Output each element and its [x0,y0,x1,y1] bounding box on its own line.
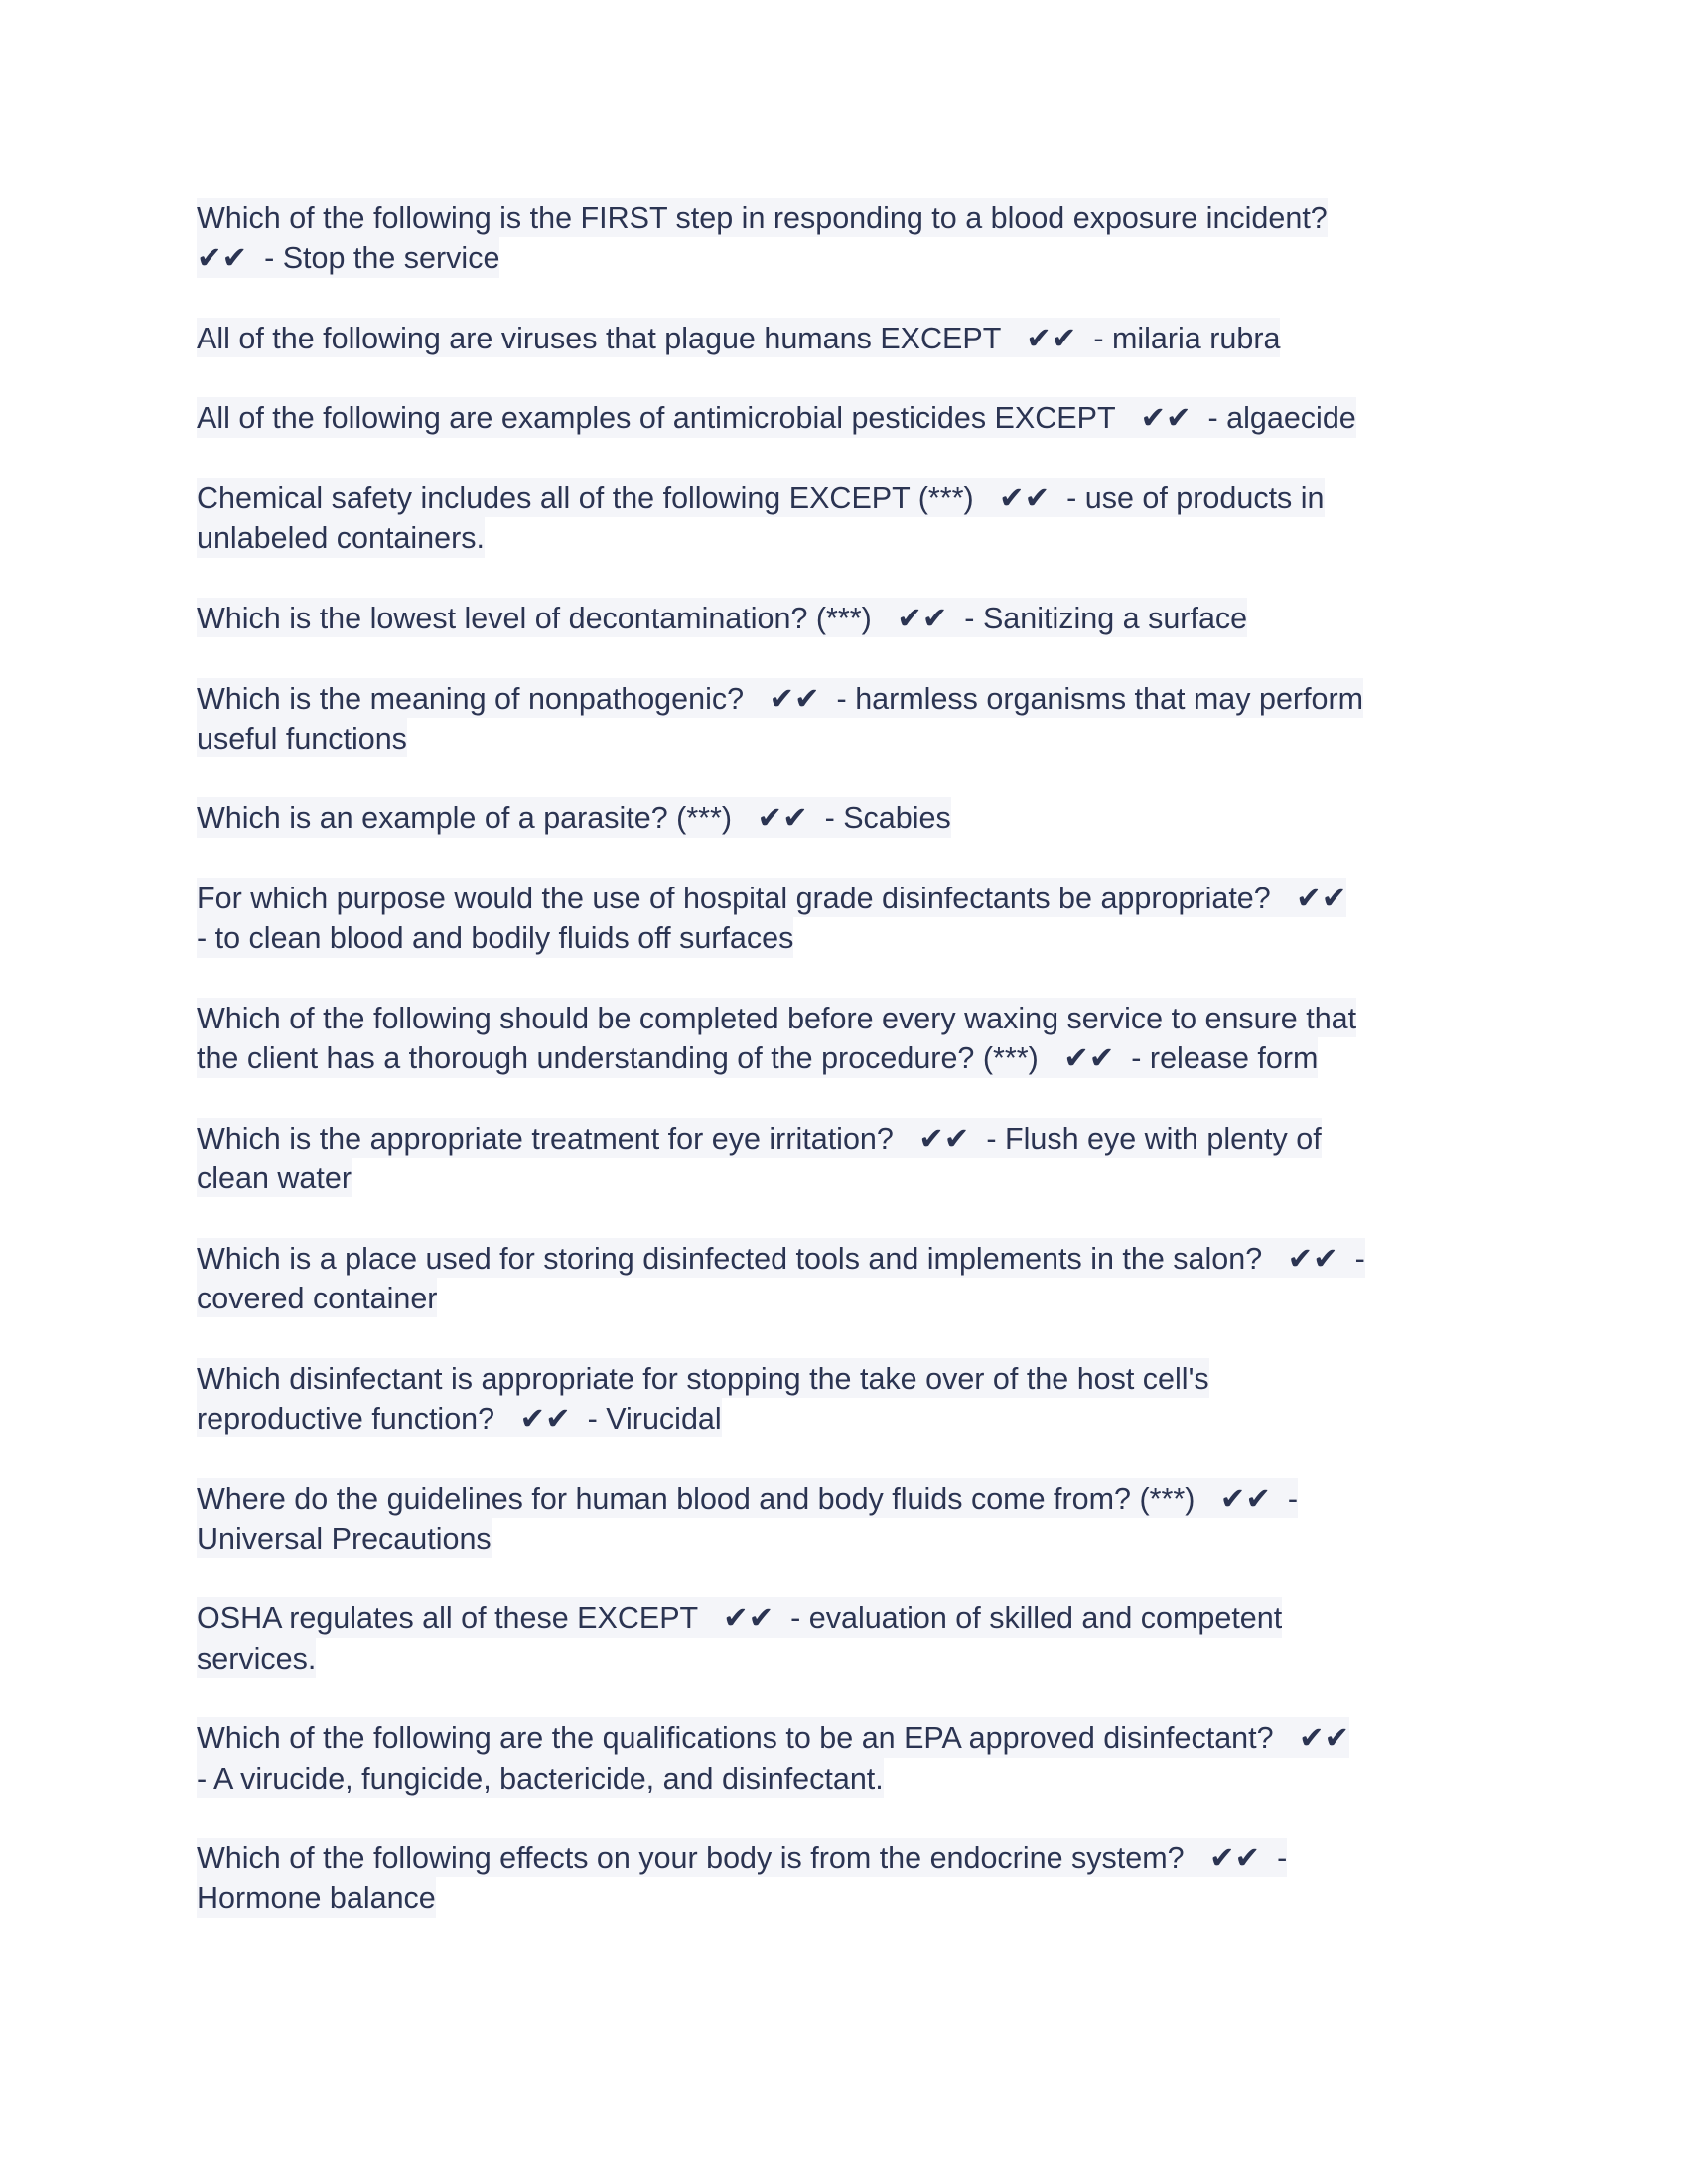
double-check-icon: ✔✔ [769,681,820,717]
qa-text: reproductive function? ✔✔ - Virucidal [197,1398,722,1437]
qa-text: Which is a place used for storing disinfected tools and implements in the salon? ✔✔ - [197,1238,1365,1278]
qa-text: All of the following are examples of antimicrobial pesticides EXCEPT ✔✔ - algaecide [197,397,1356,437]
qa-text: ✔✔ - Stop the service [197,237,499,277]
qa-item [197,998,1507,1078]
qa-text: All of the following are viruses that plague humans EXCEPT ✔✔ - milaria rubra [197,318,1280,357]
qa-line [197,1398,1507,1437]
qa-text: For which purpose would the use of hospital grade disinfectants be appropriate? ✔✔ [197,878,1346,917]
qa-line [197,1758,1507,1798]
qa-text: Where do the guidelines for human blood and body fluids come from? (***) ✔✔ - [197,1478,1298,1518]
qa-line [197,1877,1507,1917]
qa-text: Which of the following is the FIRST step in responding to a blood exposure incident? [197,198,1328,237]
qa-text: Which of the following are the qualifications to be an EPA approved disinfectant? ✔✔ [197,1717,1349,1757]
qa-line [197,797,1507,837]
qa-item [197,1478,1507,1559]
qa-text: covered container [197,1278,437,1317]
qa-line [197,1478,1507,1518]
double-check-icon: ✔✔ [1140,401,1192,437]
qa-item [197,1717,1507,1798]
qa-line [197,478,1507,517]
qa-item [197,198,1507,278]
qa-line [197,1358,1507,1398]
qa-text: - A virucide, fungicide, bactericide, and disinfectant. [197,1758,884,1798]
qa-text: Which of the following should be completed before every waxing service to ensure that [197,998,1356,1037]
qa-line [197,917,1507,957]
double-check-icon: ✔✔ [1026,321,1077,356]
double-check-icon: ✔✔ [723,1601,774,1637]
qa-line [197,598,1507,637]
qa-text: services. [197,1638,316,1678]
double-check-icon: ✔✔ [1219,1481,1271,1517]
qa-line [197,1518,1507,1558]
double-check-icon: ✔✔ [197,241,248,277]
qa-line [197,397,1507,437]
document-body [197,198,1507,1958]
qa-item [197,397,1507,437]
qa-line [197,1278,1507,1317]
qa-item [197,1358,1507,1438]
qa-line [197,998,1507,1037]
qa-item [197,1118,1507,1198]
qa-text: Which of the following effects on your body is from the endocrine system? ✔✔ - [197,1838,1287,1877]
double-check-icon: ✔✔ [1063,1041,1115,1077]
qa-line [197,1838,1507,1877]
qa-text: Which is an example of a parasite? (***) ✔✔ - Scabies [197,797,951,837]
qa-line [197,678,1507,718]
qa-text: - to clean blood and bodily fluids off surfaces [197,917,793,957]
qa-item [197,1597,1507,1678]
qa-line [197,517,1507,557]
qa-item [197,797,1507,837]
qa-line [197,718,1507,757]
qa-line [197,1717,1507,1757]
qa-line [197,1037,1507,1077]
double-check-icon: ✔✔ [1209,1842,1261,1877]
double-check-icon: ✔✔ [1287,1241,1338,1277]
qa-text: Hormone balance [197,1877,436,1917]
qa-line [197,1118,1507,1158]
qa-item [197,1838,1507,1918]
qa-text: unlabeled containers. [197,517,485,557]
qa-text: the client has a thorough understanding of the procedure? (***) ✔✔ - release form [197,1037,1318,1077]
qa-line [197,198,1507,237]
double-check-icon: ✔✔ [999,481,1051,517]
qa-text: Which is the appropriate treatment for eye irritation? ✔✔ - Flush eye with plenty of [197,1118,1322,1158]
qa-text: clean water [197,1158,352,1197]
qa-line [197,237,1507,277]
qa-item [197,1238,1507,1318]
qa-item [197,318,1507,357]
qa-line [197,1638,1507,1678]
double-check-icon: ✔✔ [1296,882,1347,917]
double-check-icon: ✔✔ [1298,1721,1350,1757]
qa-text: Which is the meaning of nonpathogenic? ✔✔ - harmless organisms that may perform [197,678,1363,718]
qa-line [197,1597,1507,1637]
qa-text: OSHA regulates all of these EXCEPT ✔✔ - evaluation of skilled and competent [197,1597,1282,1637]
qa-text: Universal Precautions [197,1518,492,1558]
qa-line [197,318,1507,357]
qa-text: useful functions [197,718,407,757]
qa-item [197,878,1507,958]
double-check-icon: ✔✔ [519,1401,571,1436]
qa-line [197,1238,1507,1278]
double-check-icon: ✔✔ [918,1121,970,1157]
qa-item [197,478,1507,558]
qa-line [197,878,1507,917]
double-check-icon: ✔✔ [757,801,808,837]
qa-item [197,598,1507,637]
double-check-icon: ✔✔ [897,601,948,636]
qa-item [197,678,1507,758]
qa-line [197,1158,1507,1197]
qa-text: Chemical safety includes all of the following EXCEPT (***) ✔✔ - use of products in [197,478,1325,517]
qa-text: Which is the lowest level of decontamination? (***) ✔✔ - Sanitizing a surface [197,598,1247,637]
qa-text: Which disinfectant is appropriate for stopping the take over of the host cell's [197,1358,1209,1398]
